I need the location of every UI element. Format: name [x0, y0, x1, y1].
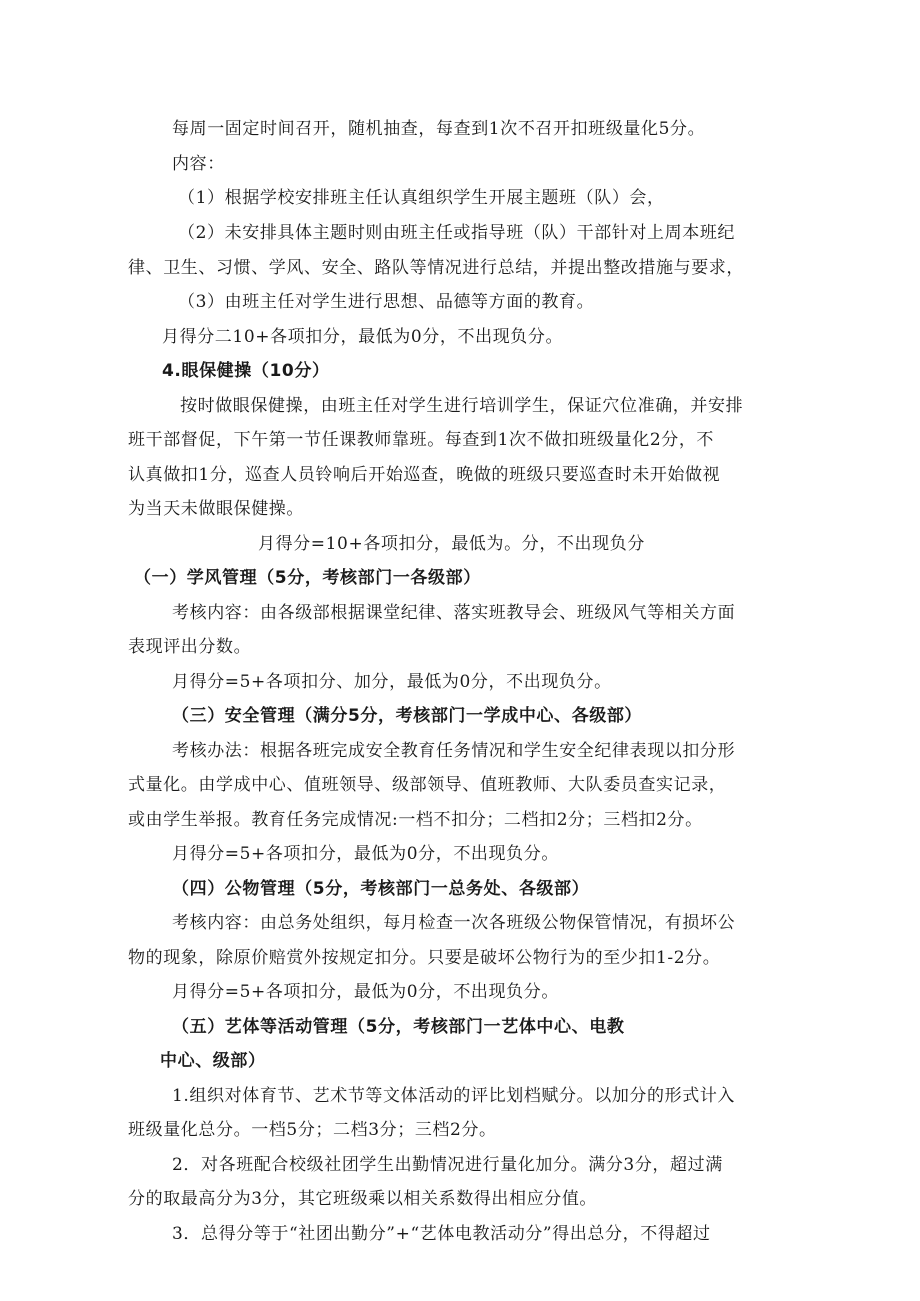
text-line: 月得分=5+各项扣分，最低为0分，不出现负分。 [172, 844, 559, 864]
text-line: 2．对各班配合校级社团学生出勤情况进行量化加分。满分3分，超过满 [172, 1155, 723, 1175]
text-line: （1）根据学校安排班主任认真组织学生开展主题班（队）会， [178, 188, 665, 208]
text-line: 考核内容：由总务处组织，每月检查一次各班级公物保管情况，有损坏公 [172, 913, 736, 933]
section-heading: （五）艺体等活动管理（5分，考核部门一艺体中心、电教 [172, 1017, 625, 1037]
text-line: 班级量化总分。一档5分；二档3分；三档2分。 [128, 1120, 497, 1140]
text-line: 考核内容：由各级部根据课堂纪律、落实班教导会、班级风气等相关方面 [172, 603, 736, 623]
text-line: 3．总得分等于“社团出勤分”+“艺体电教活动分”得出总分，不得超过 [172, 1224, 711, 1244]
text-line: 月得分=5+各项扣分，最低为0分，不出现负分。 [172, 982, 559, 1002]
text-line: 表现评出分数。 [128, 637, 252, 657]
text-line: 式量化。由学成中心、值班领导、级部领导、值班教师、大队委员查实记录， [128, 775, 727, 795]
text-line: 认真做扣1分，巡查人员铃响后开始巡查，晚做的班级只要巡查时未开始做视 [128, 465, 721, 485]
text-line: 1.组织对体育节、艺术节等文体活动的评比划档赋分。以加分的形式计入 [172, 1086, 736, 1106]
section-heading: 中心、级部） [160, 1051, 266, 1071]
text-line: 为当天未做眼保健操。 [128, 499, 304, 519]
section-heading: （四）公物管理（5分，考核部门一总务处、各级部） [172, 879, 590, 899]
section-heading: （三）安全管理（满分5分，考核部门一学成中心、各级部） [172, 706, 643, 726]
text-line: 物的现象，除原价赔赏外按规定扣分。只要是破坏公物行为的至少扣1-2分。 [128, 948, 721, 968]
text-line: 律、卫生、习惯、学风、安全、路队等情况进行总结，并提出整改措施与要求， [128, 258, 744, 278]
text-line: 或由学生举报。教育任务完成情况:一档不扣分；二档扣2分；三档扣2分。 [128, 810, 703, 830]
text-line: 考核办法：根据各班完成安全教育任务情况和学生安全纪律表现以扣分形 [172, 741, 736, 761]
text-line: 月得分二10+各项扣分，最低为0分，不出现负分。 [162, 327, 564, 347]
text-line: 月得分=10+各项扣分，最低为。分，不出现负分 [258, 534, 645, 554]
text-line: 每周一固定时间召开，随机抽查，每查到1次不召开扣班级量化5分。 [172, 119, 706, 139]
text-line: （3）由班主任对学生进行思想、品德等方面的教育。 [178, 292, 595, 312]
text-line: 按时做眼保健操，由班主任对学生进行培训学生，保证穴位准确，并安排 [180, 396, 744, 416]
text-line: 班干部督促，下午第一节任课教师靠班。每查到1次不做扣班级量化2分，不 [128, 430, 715, 450]
text-line: 月得分=5+各项扣分、加分，最低为0分，不出现负分。 [172, 672, 612, 692]
text-line: 分的取最高分为3分，其它班级乘以相关系数得出相应分值。 [128, 1189, 598, 1209]
text-line: （2）未安排具体主题时则由班主任或指导班（队）干部针对上周本班纪 [178, 223, 736, 243]
section-heading: （一）学风管理（5分，考核部门一各级部） [134, 568, 481, 588]
text-line: 内容： [172, 154, 225, 174]
section-heading: 4.眼保健操（10分） [162, 361, 330, 381]
